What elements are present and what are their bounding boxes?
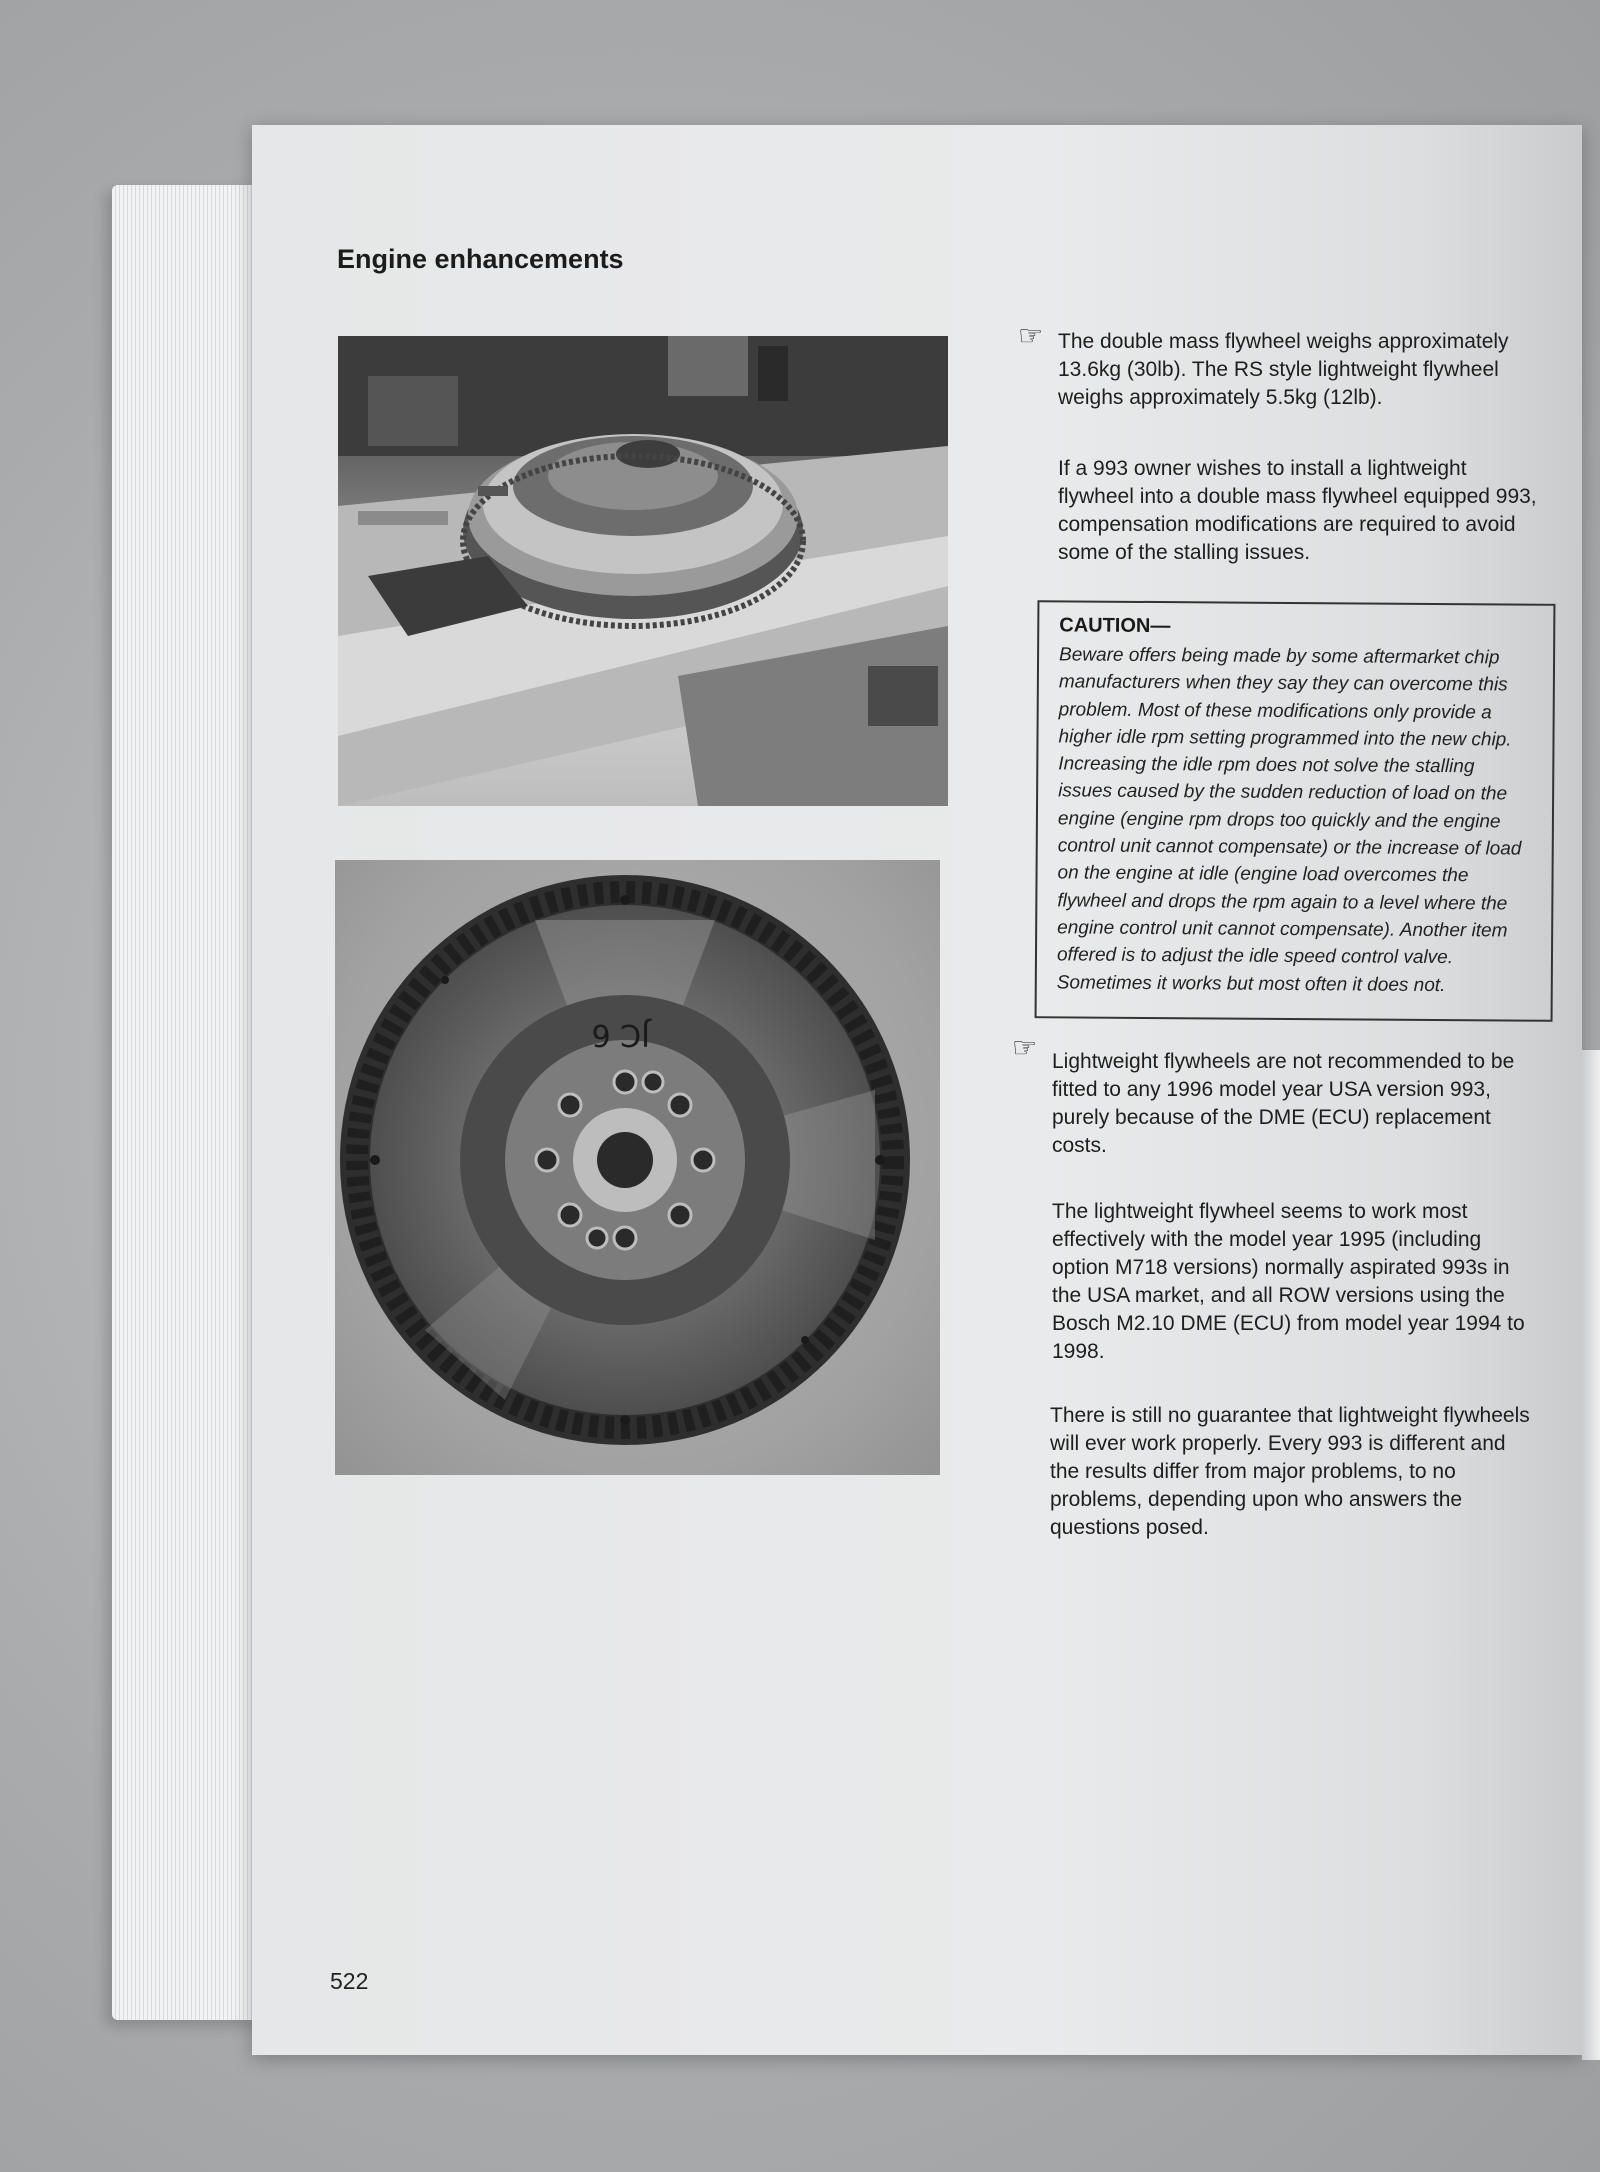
book-page-edges: [112, 185, 262, 2020]
section-title: Engine enhancements: [337, 244, 624, 274]
caution-heading: CAUTION—: [1059, 614, 1171, 638]
caution-box: [1035, 600, 1556, 1022]
adjacent-page-edge: [1582, 1050, 1600, 2060]
clutch-assembly-photo: [338, 336, 948, 806]
note-no-guarantee: There is still no guarantee that lightweight flywheels will ever work properly. Every 993 is different and the results differ from major problems, to no problems, depending upon who answers the questions posed.: [1050, 1404, 1530, 1539]
page-number: 522: [330, 1968, 369, 1994]
pointing-hand-icon: ☞: [1018, 320, 1044, 351]
pointing-hand-icon: ☞: [1012, 1032, 1038, 1063]
note-works-most-effectively: The lightweight flywheel seems to work most effectively with the model year 1995 (including option M718 versions) normally aspirated 993s in the USA market, and all ROW versions using the Bosch M2.10 DME (ECU) from model year 1994 to 1998.: [1052, 1200, 1525, 1363]
lightweight-flywheel-photo: [335, 860, 940, 1475]
note-not-recommended: Lightweight flywheels are not recommended to be fitted to any 1996 model year USA version 993, purely because of the DME (ECU) replacement costs.: [1052, 1050, 1515, 1157]
flywheel-handwriting: JC 6: [591, 1017, 650, 1052]
caution-body: Beware offers being made by some aftermarket chip manufacturers when they say they can overcome this problem. Most of these modifications only provide a higher idle rpm setting programmed into the new chip. Increasing the idle rpm does not solve the stalling issues caused by the sudden reduction of load on the engine (engine rpm drops too quickly and the engine control unit cannot compensate) or the increase of load on the engine at idle (engine load overcomes the flywheel and drops the rpm again to a level where the engine control unit cannot compensate). Another item offered is to adjust the idle speed control valve. Sometimes it works but most often it does not.: [1056, 644, 1522, 996]
note-flywheel-weights: The double mass flywheel weighs approximately 13.6kg (30lb). The RS style lightweight flywheel weighs approximately 5.5kg (12lb).: [1058, 330, 1509, 409]
note-compensation-modifications: If a 993 owner wishes to install a lightweight flywheel into a double mass flywheel equipped 993, compensation modifications are required to avoid some of the stalling issues.: [1058, 457, 1537, 564]
